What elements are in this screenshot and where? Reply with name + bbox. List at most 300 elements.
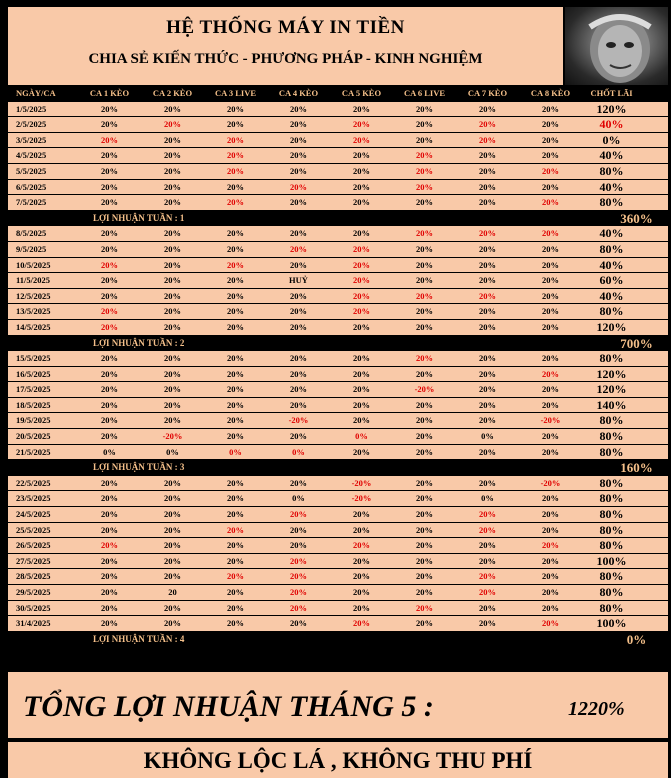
session-cell: 20% [353,446,370,457]
session-cell: 20% [290,290,307,301]
session-cell: 20% [416,306,433,317]
session-cell: 20% [227,197,244,208]
row-total: 40% [599,257,624,272]
table-row [8,117,668,133]
column-header: CHỐT LÃI [590,88,633,98]
session-cell: 20% [479,165,496,176]
row-total: 80% [599,444,624,459]
session-cell: 20% [227,399,244,410]
session-cell: 0% [292,446,305,457]
session-cell: 20% [416,259,433,270]
row-date: 28/5/2025 [16,571,51,582]
session-cell: 20% [542,493,559,504]
session-cell: 20% [416,134,433,145]
session-cell: 20% [416,243,433,254]
session-cell: 20% [227,431,244,442]
row-date: 30/5/2025 [16,602,51,613]
row-date: 3/5/2025 [16,134,47,145]
session-cell: 20% [164,540,181,551]
session-cell: 20% [290,181,307,192]
session-cell: 20% [290,399,307,410]
table-row [8,476,668,492]
session-cell: 20% [542,353,559,364]
row-total: 80% [599,585,624,599]
session-cell: 20% [479,103,496,114]
session-cell: 20% [164,618,181,629]
session-cell: 20% [164,602,181,613]
session-cell: 20% [101,259,118,270]
table-row [8,616,668,632]
session-cell: 20% [164,259,181,270]
session-cell: 20% [416,555,433,566]
session-cell: 20% [290,618,307,629]
session-cell: 20% [479,119,496,130]
session-cell: 20% [164,103,181,114]
session-cell: 20% [542,431,559,442]
session-cell: 20% [479,555,496,566]
session-cell: 20% [416,587,433,597]
session-cell: 20% [353,181,370,192]
session-cell: 20% [542,259,559,270]
row-total: 120% [596,319,627,334]
session-cell: 20% [164,197,181,208]
row-total: 40% [599,117,624,132]
session-cell: 20% [101,509,118,520]
session-cell: 20% [164,150,181,161]
session-cell: 20% [353,275,370,286]
session-cell: 20% [164,493,181,504]
session-cell: 20% [227,571,244,582]
row-total: 120% [596,101,627,116]
page-title: HỆ THỐNG MÁY IN TIỀN [166,17,405,38]
session-cell: -20% [351,493,372,504]
row-total: 80% [599,538,624,553]
row-date: 13/5/2025 [16,306,51,317]
session-cell: 20% [416,415,433,426]
session-cell: 20% [542,571,559,582]
session-cell: 20% [542,165,559,176]
session-cell: 20% [353,587,370,597]
session-cell: HUỶ [289,275,308,286]
session-cell: 20% [227,602,244,613]
session-cell: 20% [164,290,181,301]
page-subtitle: CHIA SẺ KIẾN THỨC - PHƯƠNG PHÁP - KINH NGHIỆM [88,51,483,67]
session-cell: 20% [479,587,496,597]
column-header: CA 4 KÈO [278,88,319,98]
session-cell: 20% [164,119,181,130]
session-cell: 20% [290,150,307,161]
session-cell: 20% [101,493,118,504]
session-cell: 20% [542,399,559,410]
session-cell: 20% [290,555,307,566]
row-date: 1/5/2025 [16,103,47,114]
session-cell: 20% [101,571,118,582]
session-cell: 20% [290,259,307,270]
session-cell: 20% [479,243,496,254]
session-cell: 20% [353,197,370,208]
session-cell: 20% [227,243,244,254]
profit-table [8,86,668,647]
session-cell: 20% [227,321,244,332]
session-cell: 20% [353,399,370,410]
session-cell: 20% [227,228,244,239]
session-cell: 0% [481,431,494,442]
session-cell: 20% [479,306,496,317]
session-cell: 20% [227,477,244,488]
session-cell: 20% [416,540,433,551]
session-cell: 20% [416,399,433,410]
week-summary-value: 160% [620,460,653,476]
session-cell: 20% [101,228,118,239]
session-cell: 20% [542,181,559,192]
row-date: 12/5/2025 [16,290,51,301]
session-cell: 20% [353,571,370,582]
week-summary-row [8,460,668,476]
row-date: 15/5/2025 [16,353,51,364]
month-total-value: 1220% [568,698,625,720]
session-cell: 20% [101,353,118,364]
session-cell: 20% [164,368,181,379]
column-header: CA 5 KÈO [341,88,382,98]
slogan-bar [8,742,668,778]
table-row [8,102,668,118]
table-row [8,320,668,336]
session-cell: 20% [227,368,244,379]
table-row [8,289,668,305]
row-total: 140% [596,397,627,412]
row-total: 60% [599,273,624,288]
session-cell: 20% [479,290,496,301]
row-total: 100% [596,553,627,568]
session-cell: 20% [101,197,118,208]
session-cell: 20% [101,119,118,130]
table-row [8,491,668,507]
session-cell: 20% [479,399,496,410]
row-date: 5/5/2025 [16,165,47,176]
row-date: 14/5/2025 [16,321,51,332]
session-cell: 20% [353,150,370,161]
session-cell: 20% [353,243,370,254]
row-total: 80% [599,163,624,178]
session-cell: 20% [290,165,307,176]
session-cell: 20% [479,415,496,426]
session-cell: 20% [101,275,118,286]
session-cell: 20% [542,197,559,208]
week-summary-row [8,632,668,648]
session-cell: 20% [290,368,307,379]
session-cell: 20% [479,618,496,629]
session-cell: 20% [290,103,307,114]
session-cell: 20% [542,540,559,551]
table-row [8,148,668,164]
session-cell: 20% [542,119,559,130]
table-row [8,382,668,398]
session-cell: 20% [353,353,370,364]
session-cell: 20% [542,509,559,520]
session-cell: 20% [227,103,244,114]
row-total: 80% [599,475,624,490]
session-cell: 20% [227,493,244,504]
table-row [8,133,668,149]
session-cell: 20% [227,618,244,629]
session-cell: 20% [290,540,307,551]
session-cell: 20% [542,524,559,535]
session-cell: 20% [227,555,244,566]
row-date: 17/5/2025 [16,384,51,395]
session-cell: 20% [353,540,370,551]
session-cell: 20% [353,555,370,566]
row-total: 80% [599,241,624,256]
session-cell: 20% [416,368,433,379]
column-header: CA 8 KÈO [530,88,571,98]
row-date: 22/5/2025 [16,477,51,488]
session-cell: 20% [479,275,496,286]
session-cell: 20% [290,119,307,130]
row-total: 80% [599,413,624,428]
session-cell: 20% [290,306,307,317]
session-cell: 20% [290,321,307,332]
session-cell: 20% [164,306,181,317]
row-total: 80% [599,507,624,522]
table-body [8,102,668,648]
row-date: 8/5/2025 [16,228,47,239]
table-row [8,429,668,445]
session-cell: 20% [101,618,118,629]
table-row [8,585,668,601]
session-cell: 20% [416,618,433,629]
row-total: 40% [599,148,624,163]
week-summary-row [8,211,668,227]
session-cell: 20% [353,165,370,176]
row-total: 40% [599,179,624,194]
row-date: 25/5/2025 [16,524,51,535]
table-row [8,523,668,539]
row-total: 80% [599,491,624,506]
session-cell: 20% [542,228,559,239]
session-cell: 20% [416,509,433,520]
session-cell: 20% [416,150,433,161]
row-date: 23/5/2025 [16,493,51,504]
session-cell: 20% [416,103,433,114]
row-total: 80% [599,195,624,210]
table-row [8,601,668,617]
row-date: 4/5/2025 [16,150,47,161]
session-cell: 20% [353,290,370,301]
session-cell: 20% [479,321,496,332]
session-cell: 20% [416,165,433,176]
table-row [8,195,668,211]
session-cell: 20% [227,150,244,161]
week-summary-value: 360% [620,210,653,226]
session-cell: 20% [542,384,559,395]
session-cell: 20% [164,275,181,286]
session-cell: 0% [292,493,305,504]
session-cell: -20% [288,415,309,426]
session-cell: 20% [353,134,370,145]
row-total: 40% [599,288,624,303]
row-date: 10/5/2025 [16,259,51,270]
column-header: CA 7 KÈO [467,88,508,98]
session-cell: 20% [164,384,181,395]
table-row [8,569,668,585]
session-cell: 20% [479,509,496,520]
session-cell: 20% [542,290,559,301]
session-cell: 20% [542,587,559,597]
session-cell: 0% [166,446,179,457]
banknote-portrait-icon [565,7,668,85]
session-cell: 20% [290,134,307,145]
header-banner [8,7,563,85]
row-total: 100% [596,616,627,631]
row-date: 27/5/2025 [16,555,51,566]
session-cell: 20% [101,524,118,535]
session-cell: 20 [168,587,177,597]
session-cell: 20% [479,571,496,582]
row-total: 80% [599,351,624,366]
row-date: 26/5/2025 [16,540,51,551]
session-cell: 20% [542,368,559,379]
session-cell: 0% [355,431,368,442]
session-cell: -20% [414,384,435,395]
session-cell: 20% [416,119,433,130]
session-cell: 0% [481,493,494,504]
session-cell: 20% [416,493,433,504]
session-cell: 20% [416,446,433,457]
session-cell: 20% [101,103,118,114]
month-total-bar [8,672,668,738]
session-cell: 20% [290,524,307,535]
session-cell: 20% [416,571,433,582]
session-cell: 20% [416,477,433,488]
session-cell: -20% [540,415,561,426]
row-total: 40% [599,226,624,241]
session-cell: 20% [164,181,181,192]
session-cell: 20% [164,477,181,488]
session-cell: 20% [479,150,496,161]
session-cell: 20% [227,259,244,270]
table-row [8,398,668,414]
session-cell: 20% [101,290,118,301]
session-cell: 20% [101,321,118,332]
session-cell: 20% [416,431,433,442]
table-row [8,554,668,570]
table-row [8,180,668,196]
session-cell: 20% [290,602,307,613]
table-row [8,351,668,367]
row-total: 0% [602,132,621,147]
session-cell: 20% [164,228,181,239]
session-cell: 20% [290,243,307,254]
session-cell: 20% [416,524,433,535]
session-cell: 20% [164,399,181,410]
session-cell: 20% [164,555,181,566]
row-total: 80% [599,569,624,584]
session-cell: 20% [101,540,118,551]
row-date: 20/5/2025 [16,431,51,442]
week-summary-label: LỢI NHUẬN TUẦN : 2 [93,337,185,348]
session-cell: 20% [479,446,496,457]
row-date: 2/5/2025 [16,119,47,130]
session-cell: 20% [164,571,181,582]
session-cell: 20% [416,290,433,301]
table-row [8,226,668,242]
session-cell: 20% [542,446,559,457]
portrait-image [565,7,668,85]
table-row [8,273,668,289]
session-cell: 20% [101,555,118,566]
session-cell: -20% [162,431,183,442]
session-cell: 20% [479,540,496,551]
session-cell: 20% [290,384,307,395]
row-date: 31/4/2025 [16,618,51,629]
session-cell: 20% [353,119,370,130]
session-cell: 20% [164,134,181,145]
session-cell: 20% [416,197,433,208]
session-cell: 20% [101,181,118,192]
session-cell: 20% [416,228,433,239]
session-cell: 20% [290,587,307,597]
session-cell: 20% [101,477,118,488]
row-date: 9/5/2025 [16,243,47,254]
session-cell: 20% [542,275,559,286]
session-cell: 20% [164,353,181,364]
week-summary-label: LỢI NHUẬN TUẦN : 4 [93,633,185,644]
week-summary-value: 0% [626,631,647,647]
session-cell: 20% [101,368,118,379]
session-cell: 20% [479,477,496,488]
session-cell: 20% [542,321,559,332]
session-cell: 20% [479,134,496,145]
column-header: NGÀY/CA [16,88,56,98]
session-cell: 20% [416,275,433,286]
session-cell: 20% [290,509,307,520]
week-summary-value: 700% [620,335,653,351]
session-cell: 20% [227,165,244,176]
row-total: 120% [596,382,627,397]
session-cell: 20% [227,275,244,286]
table-row [8,413,668,429]
session-cell: 0% [103,446,116,457]
session-cell: 20% [227,290,244,301]
session-cell: 20% [353,259,370,270]
session-cell: -20% [351,477,372,488]
session-cell: 20% [479,524,496,535]
row-total: 80% [599,600,624,615]
session-cell: 20% [542,134,559,145]
session-cell: 20% [353,321,370,332]
session-cell: 20% [353,103,370,114]
session-cell: 20% [101,431,118,442]
session-cell: 20% [353,524,370,535]
week-summary-label: LỢI NHUẬN TUẦN : 3 [93,462,185,473]
column-header: CA 1 KÈO [89,88,130,98]
session-cell: 20% [353,384,370,395]
column-header: CA 3 LIVE [214,88,257,98]
table-row [8,258,668,274]
session-cell: 20% [227,119,244,130]
session-cell: 20% [164,509,181,520]
session-cell: 20% [542,618,559,629]
table-row [8,538,668,554]
table-row [8,304,668,320]
session-cell: 20% [101,587,118,597]
session-cell: 20% [164,165,181,176]
session-cell: 20% [479,228,496,239]
row-date: 24/5/2025 [16,509,51,520]
month-total-label: TỔNG LỢI NHUẬN THÁNG 5 : [23,690,434,723]
session-cell: 20% [101,243,118,254]
session-cell: 20% [416,321,433,332]
